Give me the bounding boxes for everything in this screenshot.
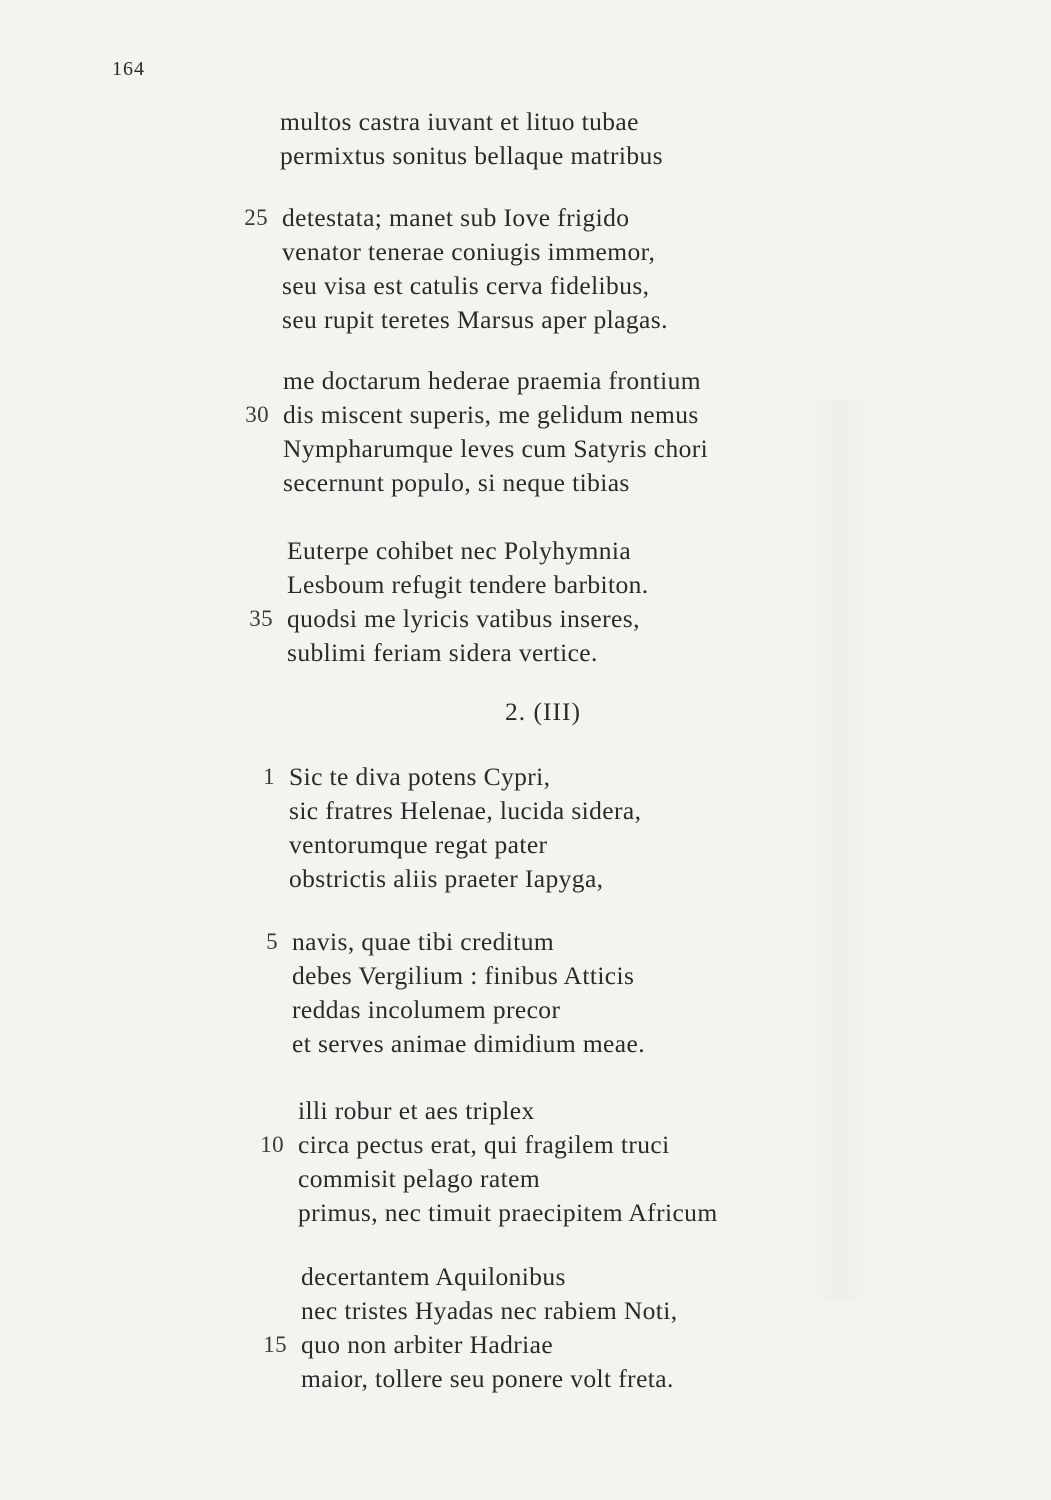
verse-line [260, 1128, 718, 1162]
stanza [280, 105, 663, 173]
bleed-through-shadow [810, 400, 870, 1300]
verse-text: et serves animae dimidium meae. [292, 1029, 645, 1058]
stanza [260, 1094, 718, 1230]
verse-line [298, 1094, 718, 1128]
verse-line [266, 925, 645, 959]
verse-line [283, 466, 708, 500]
verse-text: Lesboum refugit tendere barbiton. [287, 570, 649, 599]
verse-line [282, 235, 668, 269]
verse-text: commisit pelago ratem [298, 1164, 541, 1193]
verse-line [301, 1362, 678, 1396]
verse-line [263, 1328, 678, 1362]
verse-text: maior, tollere seu ponere volt freta. [301, 1364, 674, 1393]
verse-line [282, 303, 668, 337]
verse-line [289, 828, 641, 862]
verse-text: sublimi feriam sidera vertice. [287, 638, 598, 667]
verse-line [289, 862, 641, 896]
verse-text: venator tenerae coniugis immemor, [282, 237, 656, 266]
verse-text: reddas incolumem precor [292, 995, 561, 1024]
verse-text: nec tristes Hyadas nec rabiem Noti, [301, 1296, 678, 1325]
verse-text: ventorumque regat pater [289, 830, 548, 859]
page-number: 164 [112, 58, 145, 80]
verse-line [282, 269, 668, 303]
verse-line [280, 105, 663, 139]
line-number: 1 [263, 764, 275, 789]
verse-line [292, 959, 645, 993]
line-number: 15 [263, 1332, 287, 1357]
verse-text: dis miscent superis, me gelidum nemus [283, 400, 699, 429]
verse-text: quo non arbiter Hadriae [301, 1330, 554, 1359]
verse-text: seu visa est catulis cerva fidelibus, [282, 271, 650, 300]
line-number: 5 [266, 929, 278, 954]
verse-line [289, 794, 641, 828]
verse-text: secernunt populo, si neque tibias [283, 468, 630, 497]
line-number: 10 [260, 1132, 284, 1157]
verse-text: Euterpe cohibet nec Polyhymnia [287, 536, 632, 565]
verse-line [283, 432, 708, 466]
stanza [244, 201, 668, 337]
verse-text: navis, quae tibi creditum [292, 927, 555, 956]
verse-text: detestata; manet sub Iove frigido [282, 203, 630, 232]
verse-line [244, 201, 668, 235]
poem-heading: 2. (III) [505, 697, 581, 726]
verse-line [263, 760, 641, 794]
verse-text: Sic te diva potens Cypri, [289, 762, 551, 791]
line-number: 25 [244, 205, 268, 230]
verse-text: seu rupit teretes Marsus aper plagas. [282, 305, 668, 334]
verse-text: quodsi me lyricis vatibus inseres, [287, 604, 640, 633]
stanza [263, 1260, 678, 1396]
verse-text: illi robur et aes triplex [298, 1096, 535, 1125]
verse-text: sic fratres Helenae, lucida sidera, [289, 796, 642, 825]
verse-text: obstrictis aliis praeter Iapyga, [289, 864, 604, 893]
line-number: 35 [249, 606, 273, 631]
verse-text: me doctarum hederae praemia frontium [283, 366, 701, 395]
line-number: 30 [245, 402, 269, 427]
verse-line [298, 1162, 718, 1196]
verse-line [292, 1027, 645, 1061]
verse-line [287, 568, 649, 602]
verse-text: decertantem Aquilonibus [301, 1262, 566, 1291]
verse-line [301, 1260, 678, 1294]
verse-line [301, 1294, 678, 1328]
verse-text: Nympharumque leves cum Satyris chori [283, 434, 709, 463]
stanza [245, 364, 709, 500]
verse-line [245, 398, 708, 432]
verse-line [298, 1196, 718, 1230]
verse-text: debes Vergilium : finibus Atticis [292, 961, 635, 990]
stanza [249, 534, 649, 670]
verse-line [292, 993, 645, 1027]
verse-line [287, 636, 649, 670]
stanza [266, 925, 645, 1061]
stanza [263, 760, 642, 896]
verse-line [249, 602, 649, 636]
verse-line [280, 139, 663, 173]
verse-text: multos castra iuvant et lituo tubae [280, 107, 639, 136]
verse-line [283, 364, 708, 398]
verse-line [287, 534, 649, 568]
verse-text: circa pectus erat, qui fragilem truci [298, 1130, 670, 1159]
verse-text: permixtus sonitus bellaque matribus [280, 141, 663, 170]
verse-text: primus, nec timuit praecipitem Africum [298, 1198, 718, 1227]
